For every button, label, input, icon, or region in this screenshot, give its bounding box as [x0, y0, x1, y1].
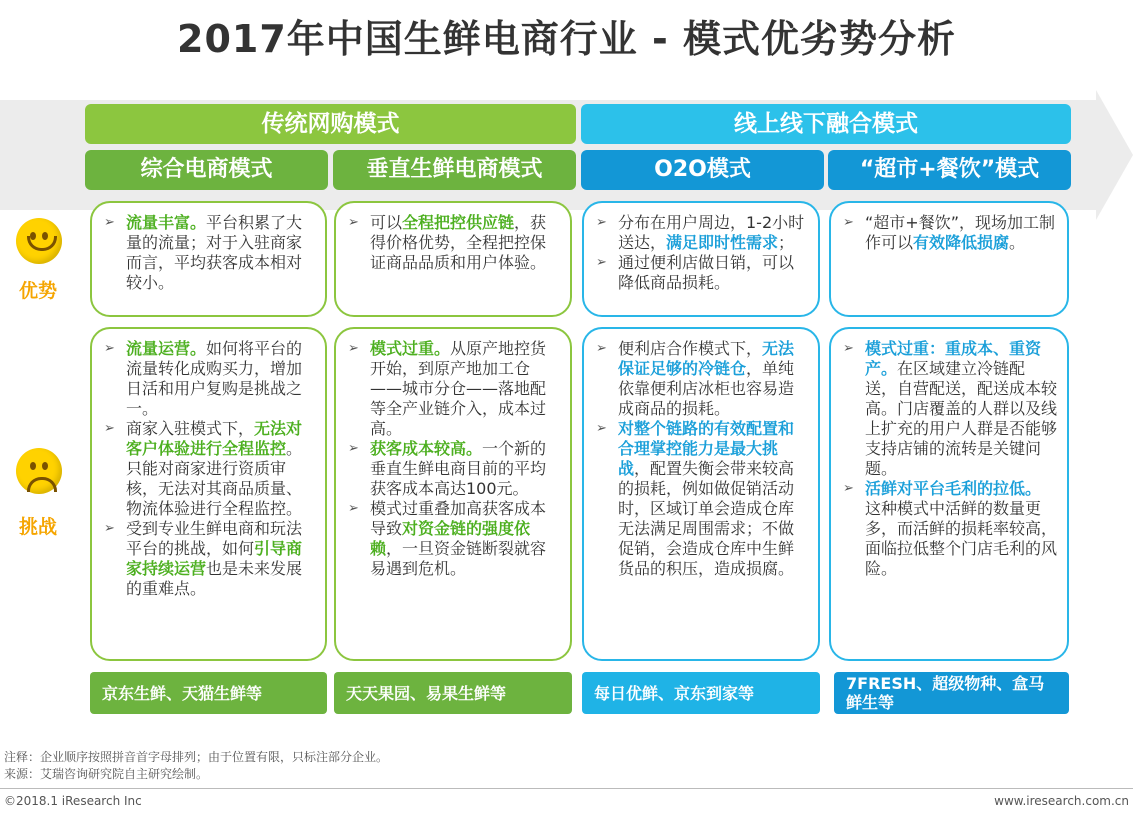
highlight-text: 流量丰富。 — [126, 213, 207, 232]
advantage-box-c2 — [334, 201, 572, 317]
column-header-c3: O2O模式 — [581, 150, 824, 190]
bullet-text: 这种模式中活鲜的数量更多，而活鲜的损耗率较高，面临拉低整个门店毛利的风险。 — [865, 499, 1058, 578]
challenge-box-c3 — [582, 327, 820, 661]
highlight-text: 活鲜对平台毛利的拉低。 — [865, 479, 1042, 498]
bullet-text: 商家入驻模式下， — [126, 419, 255, 438]
advantage-box-c4 — [829, 201, 1069, 317]
examples-c1: 京东生鲜、天猫生鲜等 — [90, 672, 327, 714]
examples-c3: 每日优鲜、京东到家等 — [582, 672, 820, 714]
highlight-text: 全程把控供应链 — [402, 213, 515, 232]
source-note: 来源：艾瑞咨询研究院自主研究绘制。 — [4, 767, 209, 781]
bullet-item — [104, 519, 315, 599]
highlight-text: 模式过重：重成本、重资产。 — [865, 339, 1042, 378]
highlight-text: 流量运营。 — [126, 339, 207, 358]
highlight-text: 对资金链的强度依赖 — [370, 519, 531, 558]
bullet-text: ，单纯依靠便利店冰柜也容易造成商品的损耗。 — [618, 359, 795, 418]
bullet-text: 从原产地控货开始，到原产地加工仓——城市分仓——落地配等全产业链介入，成本过高。 — [370, 339, 547, 438]
column-header-c1: 综合电商模式 — [85, 150, 328, 190]
copyright: ©2018.1 iResearch Inc — [4, 794, 142, 808]
advantage-label: 优势 — [18, 280, 57, 302]
sad-face-icon — [16, 448, 62, 494]
bullet-item — [843, 479, 1057, 579]
advantage-box-c3 — [582, 201, 820, 317]
bullet-text: 也是未来发展的重难点。 — [126, 559, 303, 598]
group-traditional: 传统网购模式 — [85, 104, 576, 144]
bullet-text: 模式过重叠加高获客成本导致 — [370, 499, 547, 538]
bullet-text: 平台积累了大量的流量；对于入驻商家而言，平均获客成本相对较小。 — [126, 213, 303, 292]
challenge-box-c4 — [829, 327, 1069, 661]
bullet-item — [348, 439, 560, 499]
bullet-item — [596, 339, 808, 419]
bullet-text: 。只能对商家进行资质审核，无法对其商品质量、物流体验进行全程监控。 — [126, 439, 303, 518]
bullet-item — [348, 499, 560, 579]
highlight-text: 对整个链路的有效配置和合理掌控能力是最大挑战 — [618, 419, 795, 478]
highlight-text: 无法对客户体验进行全程监控 — [126, 419, 303, 458]
bullet-text: 分布在用户周边，1-2小时送达， — [618, 213, 805, 252]
challenge-label: 挑战 — [18, 516, 57, 538]
bullet-item — [596, 213, 808, 253]
bullet-text: 在区域建立冷链配送，自营配送，配送成本较高。门店覆盖的人群以及线上扩充的用户人群是否能够支持店铺的流转是关键问题。 — [865, 359, 1058, 478]
column-header-c2: 垂直生鲜电商模式 — [333, 150, 576, 190]
highlight-text: 有效降低损腐 — [913, 233, 1010, 252]
highlight-text: 满足即时性需求 — [666, 233, 779, 252]
bullet-text: 可以 — [370, 213, 403, 232]
column-header-c4: “超市+餐饮”模式 — [828, 150, 1071, 190]
bullet-text: “超市+餐饮”，现场加工制作可以 — [865, 213, 1055, 252]
highlight-text: 获客成本较高。 — [370, 439, 483, 458]
bullet-text: 受到专业生鲜电商和玩法平台的挑战，如何 — [126, 519, 303, 558]
bullet-text: ，一旦资金链断裂就容易遇到危机。 — [370, 539, 547, 578]
advantage-box-c1 — [90, 201, 327, 317]
smiley-face-icon — [16, 218, 62, 264]
bullet-text: 一个新的垂直生鲜电商目前的平均获客成本高达100元。 — [370, 439, 547, 498]
bullet-item — [596, 253, 808, 293]
website-link[interactable]: www.iresearch.com.cn — [994, 794, 1129, 808]
highlight-text: 引导商家持续运营 — [126, 539, 303, 578]
header-arrow — [1096, 90, 1133, 220]
bullet-text: ，配置失衡会带来较高的损耗，例如做促销活动时，区域订单会造成仓库无法满足周围需求；不做促销，会造成仓库中生鲜货品的积压，造成损腐。 — [618, 459, 795, 578]
bullet-text: 。 — [1009, 233, 1026, 252]
group-online-offline: 线上线下融合模式 — [581, 104, 1071, 144]
examples-c2: 天天果园、易果生鲜等 — [334, 672, 572, 714]
examples-c4: 7FRESH、超级物种、盒马鲜生等 — [834, 672, 1069, 714]
bullet-item — [104, 339, 315, 419]
bullet-text: 便利店合作模式下， — [618, 339, 763, 358]
bullet-item — [348, 339, 560, 439]
highlight-text: 模式过重。 — [370, 339, 451, 358]
bullet-item — [348, 213, 560, 273]
bullet-item — [843, 339, 1057, 479]
challenge-box-c2 — [334, 327, 572, 661]
bullet-text: ； — [778, 233, 795, 252]
bullet-item — [104, 213, 315, 293]
footnote: 注释：企业顺序按照拼音首字母排列；由于位置有限，只标注部分企业。 — [4, 750, 389, 764]
bullet-item — [104, 419, 315, 519]
page-title: 2017年中国生鲜电商行业 - 模式优劣势分析 — [177, 17, 956, 61]
bullet-text: 如何将平台的流量转化成购买力，增加日活和用户复购是挑战之一。 — [126, 339, 303, 418]
challenge-box-c1 — [90, 327, 327, 661]
bullet-text: ，获得价格优势，全程把控保证商品品质和用户体验。 — [370, 213, 547, 272]
bullet-item — [596, 419, 808, 579]
footer-divider — [0, 788, 1133, 789]
highlight-text: 无法保证足够的冷链仓 — [618, 339, 795, 378]
bullet-text: 通过便利店做日销，可以降低商品损耗。 — [618, 253, 795, 292]
bullet-item — [843, 213, 1057, 253]
